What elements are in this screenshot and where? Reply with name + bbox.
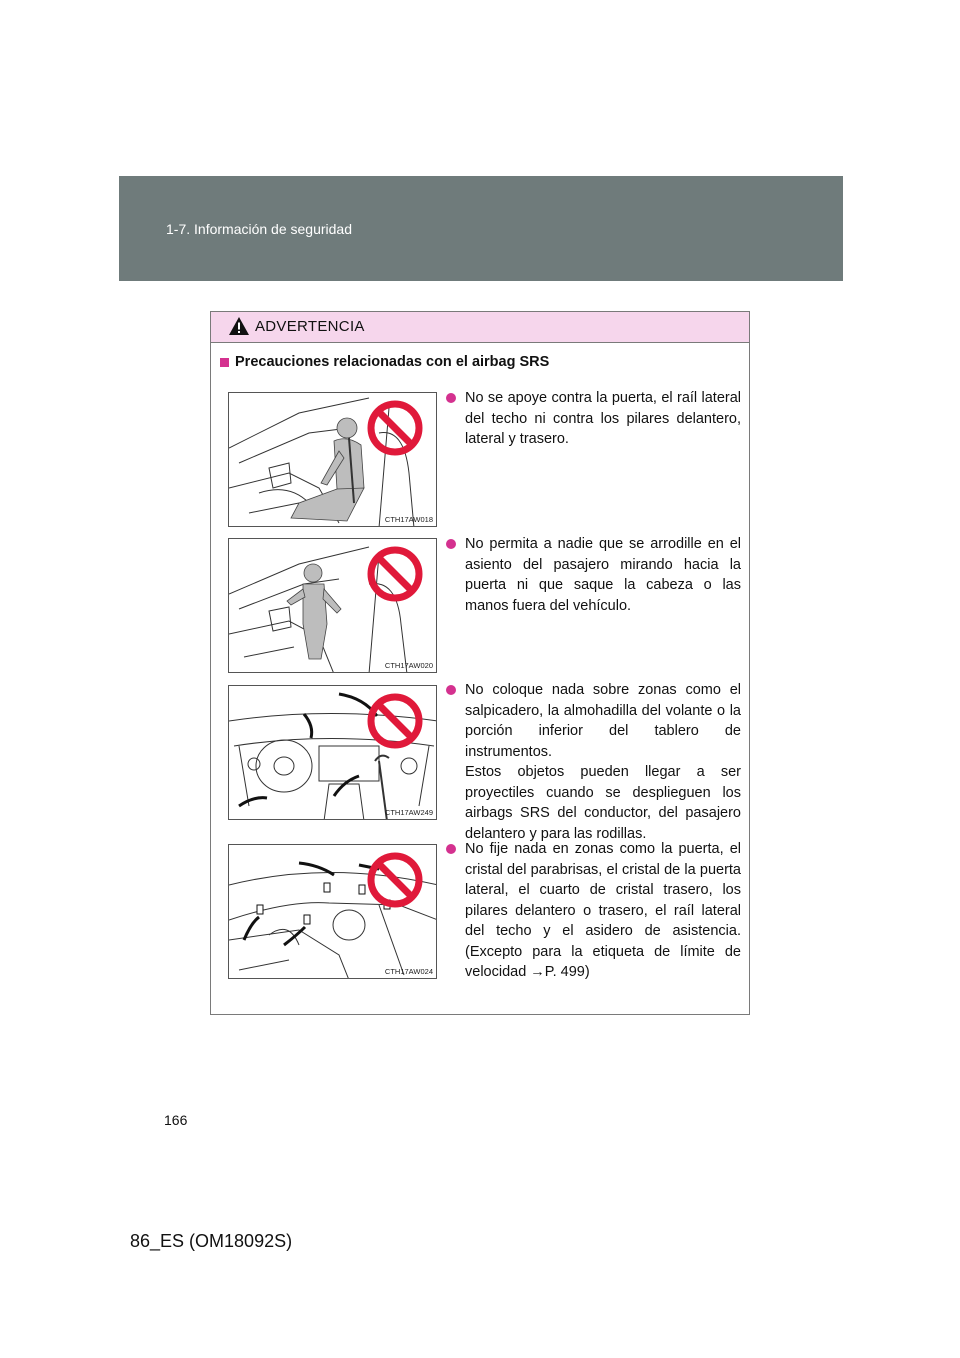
prohibition-sign-icon (366, 545, 424, 603)
figure-code: CTH17AW249 (384, 808, 433, 817)
bullet-circle-icon (446, 844, 456, 854)
prohibition-sign-icon (366, 692, 424, 750)
warning-item (446, 839, 741, 983)
section-title: 1-7. Información de seguridad (166, 221, 352, 237)
figure-kneel-on-seat (228, 538, 437, 673)
warning-header (211, 312, 749, 343)
warning-item-text-continued: Estos objetos pueden llegar a ser proyectiles cuando se desplieguen los airbags SRS del conductor, del pasajero delantero y para las rodillas. (465, 764, 741, 842)
warning-item-text: No coloque nada sobre zonas como el salpicadero, la almohadilla del volante o la porción inferior del tablero de instrumentos. (465, 682, 741, 760)
figure-code: CTH17AW020 (384, 661, 433, 670)
warning-item (446, 680, 741, 844)
section-square-icon (220, 358, 229, 367)
warning-section-heading (220, 354, 549, 370)
warning-triangle-icon (228, 316, 250, 336)
figure-code: CTH17AW018 (384, 515, 433, 524)
warning-item-text: No fije nada en zonas como la puerta, el cristal del parabrisas, el cristal de la puerta lateral, el cuarto de cristal trasero, los pilares delantero o trasero, el raíl lateral del techo y el asidero de asistencia. (Excepto para la etiqueta de límite de velocidad →P. 499) (465, 841, 741, 980)
warning-item (446, 534, 741, 616)
warning-item-text: No permita a nadie que se arrodille en el asiento del pasajero mirando hacia la puerta ni que saque la cabeza o las manos fuera del vehículo. (465, 536, 741, 614)
figure-lean-on-door (228, 392, 437, 527)
prohibition-sign-icon (366, 399, 424, 457)
warning-box (210, 311, 750, 1015)
bullet-circle-icon (446, 539, 456, 549)
warning-label: ADVERTENCIA (255, 318, 365, 335)
document-code: 86_ES (OM18092S) (130, 1231, 293, 1251)
section-heading-text: Precauciones relacionadas con el airbag SRS (235, 354, 550, 370)
page-header (119, 176, 843, 281)
page-number: 166 (164, 1112, 188, 1128)
figure-dashboard-objects (228, 685, 437, 820)
warning-item-text: No se apoye contra la puerta, el raíl lateral del techo ni contra los pilares delantero, lateral y trasero. (465, 390, 741, 447)
bullet-circle-icon (446, 685, 456, 695)
figure-attach-objects (228, 844, 437, 979)
prohibition-sign-icon (366, 851, 424, 909)
figure-code: CTH17AW024 (384, 967, 433, 976)
warning-item (446, 388, 741, 450)
bullet-circle-icon (446, 393, 456, 403)
